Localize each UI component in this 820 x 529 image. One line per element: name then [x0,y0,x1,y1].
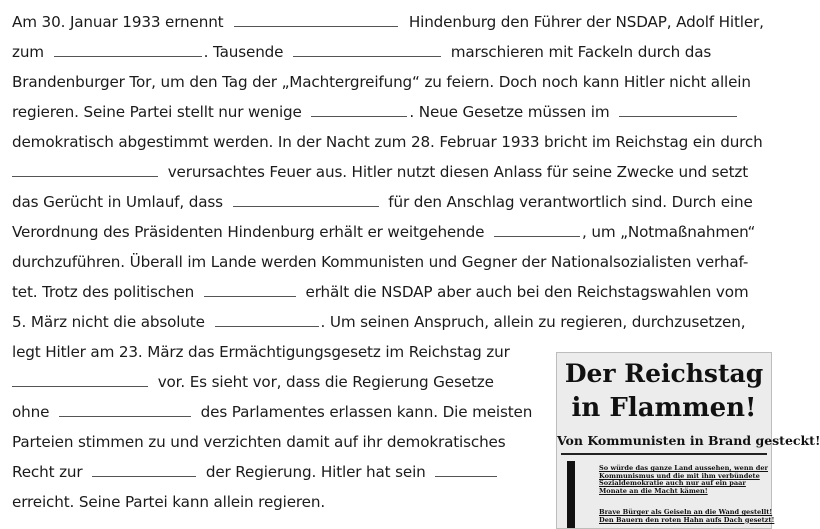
text-segment: tet. Trotz des politischen [12,283,195,301]
blank-field[interactable] [12,162,158,177]
blank-field[interactable] [204,282,296,297]
text-line-11 [12,312,745,332]
text-segment: der Regierung. Hitler hat sein [205,463,426,481]
text-segment: 5. März nicht die absolute [12,313,205,331]
text-line-3: Brandenburger Tor, um den Tag der „Machtergreifung“ zu feiern. Doch noch kann Hitler nicht allein [12,73,751,91]
blank-field[interactable] [435,462,497,477]
text-line-1 [12,12,764,32]
text-segment: erhält die NSDAP aber auch bei den Reichstagswahlen vom [305,283,749,301]
text-segment: ohne [12,403,50,421]
poster-body-line: Brave Bürger als Geiseln an die Wand gestellt! [599,508,773,516]
text-line-13 [12,372,494,392]
text-line-2 [12,42,711,62]
poster-subline: Von Kommunisten in Brand gesteckt! [557,433,820,448]
poster-black-bar [567,461,575,528]
reichstag-poster-image [556,352,820,529]
text-line-7 [12,192,753,212]
blank-field[interactable] [92,462,196,477]
text-segment: , um „Notmaßnahmen“ [581,223,756,241]
text-segment: für den Anschlag verantwortlich sind. Durch eine [388,193,753,211]
poster-body-2 [599,508,775,524]
poster-body-line: Monate an die Macht kämen! [599,486,708,495]
poster-body-line: So würde das ganze Land aussehen, wenn der [599,464,769,472]
text-line-9: durchzuführen. Überall im Lande werden Kommunisten und Gegner der Nationalsozialisten verhaf- [12,253,749,271]
text-segment: Verordnung des Präsidenten Hindenburg erhält er weitgehende [12,223,485,241]
text-segment: vor. Es sieht vor, dass die Regierung Gesetze [157,373,494,391]
blank-field[interactable] [234,12,398,27]
blank-field[interactable] [619,102,737,117]
text-line-5: demokratisch abgestimmt werden. In der Nacht zum 28. Februar 1933 bricht im Reichstag ein durch [12,133,763,151]
blank-field[interactable] [59,402,191,417]
blank-field[interactable] [293,42,441,57]
text-line-12: legt Hitler am 23. März das Ermächtigungsgesetz im Reichstag zur [12,343,510,361]
text-segment: des Parlamentes erlassen kann. Die meisten [200,403,533,421]
text-line-17: erreicht. Seine Partei kann allein regieren. [12,493,325,511]
text-line-16 [12,462,497,482]
text-segment: . Tausende [203,43,284,61]
blank-field[interactable] [54,42,202,57]
blank-field[interactable] [494,222,580,237]
text-line-6 [12,162,748,182]
poster-headline-1: Der Reichstag [564,359,764,388]
text-segment: Hindenburg den Führer der NSDAP, Adolf Hitler, [408,13,764,31]
blank-field[interactable] [233,192,379,207]
poster-body-1 [599,465,767,495]
poster-body-line: Kommunismus und die mit ihm verbündete [599,471,760,480]
text-segment: . Neue Gesetze müssen im [409,103,610,121]
text-line-15: Parteien stimmen zu und verzichten damit auf ihr demokratisches [12,433,506,451]
text-segment: marschieren mit Fackeln durch das [450,43,712,61]
poster-body-line: Den Bauern den roten Hahn aufs Dach gesetzt! [599,515,775,524]
text-line-4 [12,102,737,122]
text-segment: . Um seinen Anspruch, allein zu regieren, durchzusetzen, [320,313,746,331]
text-segment: das Gerücht in Umlauf, dass [12,193,223,211]
text-line-8 [12,222,755,242]
blank-field[interactable] [311,102,407,117]
poster-divider [561,453,767,455]
text-segment: Recht zur [12,463,83,481]
text-segment: Am 30. Januar 1933 ernennt [12,13,224,31]
poster-body-line: Sozialdemokratie auch nur auf ein paar [599,479,746,488]
blank-field[interactable] [12,372,148,387]
text-segment: verursachtes Feuer aus. Hitler nutzt diesen Anlass für seine Zwecke und setzt [167,163,749,181]
text-line-10 [12,282,749,302]
text-line-14 [12,402,532,422]
poster-headline-2: in Flammen! [571,393,757,423]
blank-field[interactable] [215,312,319,327]
text-segment: regieren. Seine Partei stellt nur wenige [12,103,302,121]
text-segment: zum [12,43,44,61]
